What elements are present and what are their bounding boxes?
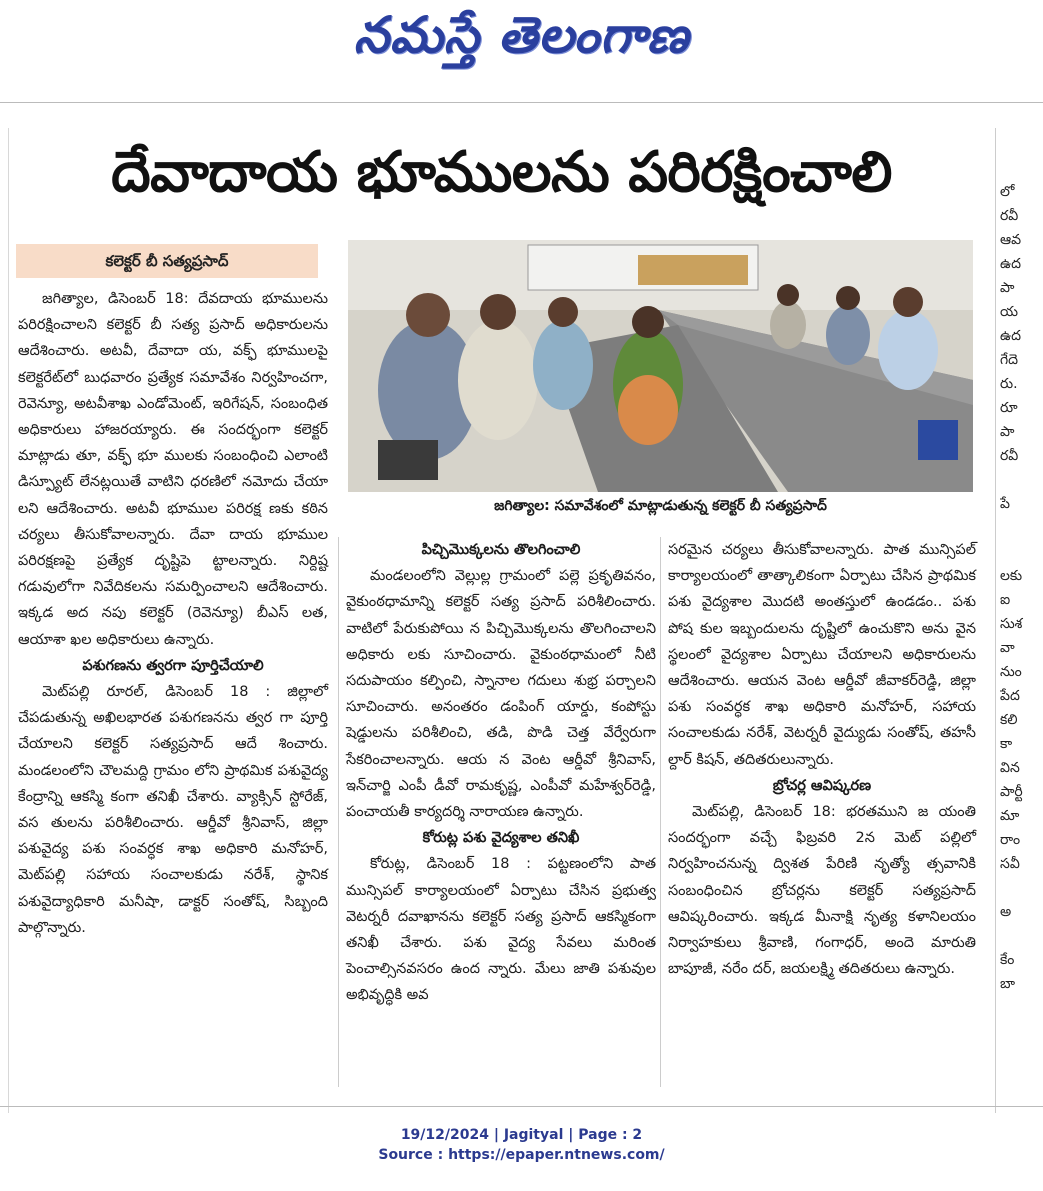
adjacent-article-line: రవీ <box>1000 208 1019 224</box>
adjacent-article-line: ఐ <box>1000 592 1011 608</box>
adjacent-article-line: కా <box>1000 736 1013 752</box>
column-separator-1 <box>338 537 339 1087</box>
adjacent-article-line: పా <box>1000 424 1015 440</box>
adjacent-article-line: కలి <box>1000 712 1018 728</box>
meeting-photo <box>348 240 973 492</box>
adjacent-article-line: పా <box>1000 280 1015 296</box>
adjacent-article-line: రూ <box>1000 400 1018 416</box>
adjacent-article-line: పార్టీ <box>1000 784 1023 800</box>
top-divider <box>0 102 1043 103</box>
adjacent-article-line: పే <box>1000 496 1010 512</box>
adjacent-article-line: లో <box>1000 184 1015 200</box>
adjacent-article-line: లకు <box>1000 568 1023 584</box>
paragraph-metpally-rural: మెట్‌పల్లి రూరల్, డిసెంబర్ 18 : జిల్లాలో చేపడుతున్న అఖిలభారత పశుగణనను త్వర గా పూర్తి చేయాలని కలెక్టర్ సత్యప్రసాద్ ఆదే శించారు. మండలంలోని చౌలమద్ది గ్రామం లోని ప్రాథమిక పశువైద్య కేంద్రాన్ని ఆకస్మి కంగా తనిఖీ చేశారు. వ్యాక్సిన్ స్టోరేజ్, వస తులను పరిశీలించారు. ఆర్డీవో శ్రీనివాస్, జిల్లా పశువైద్య పశు సంవర్ధక శాఖ అధికారి మనోహర్, మెట్‌పల్లి సహాయ సంచాలకుడు నరేశ్, స్థానిక పశువైద్యాధికారి మనీషా, డాక్టర్ సంతోష్, సిబ్బంది పాల్గొన్నారు. <box>18 684 328 936</box>
left-column-rule <box>8 128 9 1113</box>
paragraph-korutla-cont: సరమైన చర్యలు తీసుకోవాలన్నారు. పాత మున్సిపల్ కార్యాలయంలో తాత్కాలికంగా ఏర్పాటు చేసిన ప్రాథమిక పశు వైద్యశాల మొదటి అంతస్తులో ఉండడం.. పశు పోష కుల ఇబ్బందులను దృష్టిలో ఉంచుకొని అను వైన స్థలంలో వైద్యశాల ఏర్పాటు చేయాలని అధికారులను ఆదేశించారు. ఆయన వెంట ఆర్డీవో జీవాకర్‌రెడ్డి, జిల్లా పశు సంవర్ధక శాఖ అధికారి మనోహర్, సహాయ సంచాలకుడు నరేశ్, వెటర్నరీ వైద్యుడు సంతోష్, తహసీ ల్దార్ కిషన్, తదితరులున్నారు. <box>668 542 976 768</box>
adjacent-article-line: బా <box>1000 976 1016 992</box>
paragraph-korutla: కోరుట్ల, డిసెంబర్ 18 : పట్టణంలోని పాత మున్సిపల్ కార్యాలయంలో ఏర్పాటు చేసిన ప్రభుత్వ వెటర్నరీ దవాఖానను కలెక్టర్ సత్య ప్రసాద్ ఆకస్మికంగా తనిఖీ చేశారు. పశు వైద్య సేవలు మరింత పెంచాల్సినవసరం ఉంద న్నారు. మేలు జాతి పశువుల అభివృద్ధికి అవ <box>346 856 656 1004</box>
bottom-divider <box>0 1106 1043 1107</box>
adjacent-article-line: ఉద <box>1000 256 1022 272</box>
adjacent-article-line <box>1000 540 1043 564</box>
newspaper-logo: నమస్తే తెలంగాణ <box>353 6 690 64</box>
subheading-korutla: కోరుట్ల పశు వైద్యశాల తనిఖీ <box>422 830 580 847</box>
adjacent-article-line: ఆవ <box>1000 232 1022 248</box>
subheading-pichimokkalu: పిచ్చిమొక్కలను తొలగించాలి <box>421 542 581 558</box>
adjacent-article-line: సవీ <box>1000 856 1020 872</box>
adjacent-article-line: మా <box>1000 808 1020 824</box>
adjacent-article-line: రు. <box>1000 376 1018 392</box>
footer <box>0 1127 1043 1163</box>
footer-date-line: 19/12/2024 | Jagityal | Page : 2 <box>400 1127 643 1143</box>
adjacent-article-line: రాం <box>1000 832 1021 848</box>
paragraph-vellulla: మండలంలోని వెల్లుల్ల గ్రామంలో పల్లె ప్రకృతివనం, వైకుంఠధామాన్ని కలెక్టర్ సత్య ప్రసాద్ పరిశీలించారు. వాటిలో పేరుకుపోయి న పిచ్చిమొక్కలను తొలగించాలని అధికారు లకు సూచించారు. వైకుంఠధామంలో నీటి సదుపాయం కల్పించి, స్నానాల గదులు శుభ్ర పర్చాలని సూచించారు. అనంతరం డంపింగ్ యార్డు, కంపోస్టు షెడ్డులను పరిశీలించి, తడి, పొడి చెత్త వేర్వేరుగా సేకరించాలన్నారు. ఆయ న వెంట ఆర్డీవో శ్రీనివాస్, ఇన్‌చార్జి ఎంపీ డీవో రామకృష్ణ, ఎంపీవో మహేశ్వర్‌రెడ్డి, పంచాయతీ కార్యదర్శి నారాయణ ఉన్నారు. <box>346 568 656 821</box>
adjacent-article-line: గేదె <box>1000 352 1019 368</box>
photo-caption: జగిత్యాల: సమావేశంలో మాట్లాడుతున్న కలెక్టర్ బీ సత్యప్రసాద్ <box>494 498 827 514</box>
adjacent-article-strip <box>1000 180 1043 996</box>
adjacent-article-line <box>1000 516 1043 540</box>
adjacent-article-line: సుశ <box>1000 616 1023 632</box>
right-column-rule <box>995 128 996 1113</box>
adjacent-article-line: పేద <box>1000 688 1020 704</box>
adjacent-article-line <box>1000 924 1043 948</box>
footer-source-line[interactable]: Source : https://epaper.ntnews.com/ <box>378 1147 665 1163</box>
adjacent-article-line: విన <box>1000 760 1020 776</box>
adjacent-article-line <box>1000 468 1043 492</box>
paragraph-jagityal: జగిత్యాల, డిసెంబర్ 18: దేవదాయ భూములను పరిరక్షించాలని కలెక్టర్ బీ సత్య ప్రసాద్ అధికారులను ఆదేశించారు. అటవీ, దేవాదా య, వక్ఫ్ భూములపై కలెక్టరేట్‌లో బుధవారం ప్రత్యేక సమావేశం నిర్వహించగా, రెవెన్యూ, అటవీశాఖ ఎండోమెంట్, ఇరిగేషన్, సంబంధిత అధికారులు హాజరయ్యారు. ఈ సందర్భంగా కలెక్టర్ మాట్లాడు తూ, వక్ఫ్ భూ ములకు సంబంధించి ఎలాంటి డిస్ప్యూట్ లేనట్లయితే వాటిని ధరణిలో నమోదు చేయా లని ఆదేశించారు. అటవీ భూముల పరిరక్ష ణకు కఠిన చర్యలు తీసుకోవాలన్నారు. దేవా దాయ భూముల పరిరక్షణపై ప్రత్యేక దృష్టిపె ట్టాలన్నారు. నిర్దిష్ట గడువులోగా నివేదికలను సమర్పించాలని ఆదేశించారు. ఇక్కడ అద నపు కలెక్టర్ (రెవెన్యూ) బీఎస్ లత, ఆయాశా ఖల అధికారులు ఉన్నారు. <box>18 291 328 648</box>
adjacent-article-line: నుం <box>1000 664 1022 680</box>
adjacent-article-line <box>1000 876 1043 900</box>
adjacent-article-line: ఉద <box>1000 328 1022 344</box>
article-headline: దేవాదాయ భూములను పరిరక్షించాలి <box>111 140 892 205</box>
adjacent-article-line: రవీ <box>1000 448 1019 464</box>
adjacent-article-line: వా <box>1000 640 1015 656</box>
paragraph-brochure: మెట్‌పల్లి, డిసెంబర్ 18: భరతముని జ యంతి సందర్భంగా వచ్చే ఫిబ్రవరి 2న మెట్ పల్లిలో నిర్వహించనున్న ద్విశత పేరిణి నృత్యో త్సవానికి సంబంధించిన బ్రోచర్లను కలెక్టర్ సత్యప్రసాద్ ఆవిష్కరించారు. ఇక్కడ మీనాక్షి నృత్య కళానిలయం నిర్వాహకులు శ్రీవాణి, గంగాధర్, అందె మారుతి బాపూజీ, నరేం దర్, జయలక్ష్మి తదితరులు ఉన్నారు. <box>668 804 976 978</box>
adjacent-article-lines <box>1000 180 1043 996</box>
adjacent-article-line: అ <box>1000 904 1012 920</box>
masthead <box>0 0 1043 100</box>
article-column-3 <box>668 537 976 982</box>
subheading-brochure: బ్రోచర్ల ఆవిష్కరణ <box>772 777 872 794</box>
column-separator-2 <box>660 537 661 1087</box>
subheading-pashuganana: పశుగణను త్వరగా పూర్తిచేయాలి <box>82 657 264 674</box>
meeting-photo-illustration <box>348 240 973 492</box>
article-column-2 <box>346 537 656 1009</box>
adjacent-article-line: కేం <box>1000 952 1015 968</box>
adjacent-article-line: య <box>1000 304 1019 320</box>
article-column-1 <box>18 286 328 941</box>
article-byline: కలెక్టర్ బీ సత్యప్రసాద్ <box>16 244 318 278</box>
